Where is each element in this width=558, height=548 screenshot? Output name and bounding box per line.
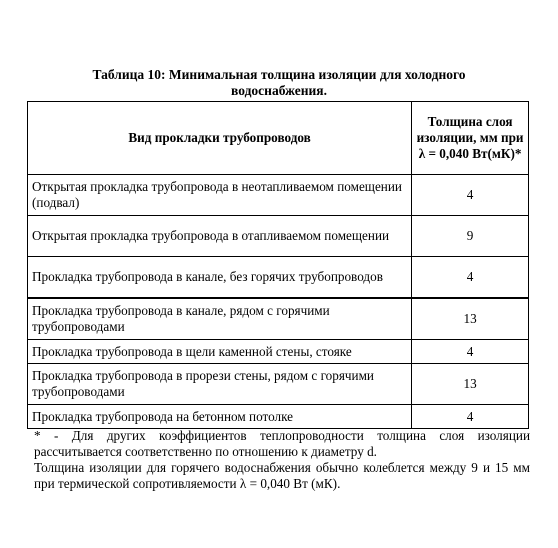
table-row — [28, 340, 529, 364]
table-row — [28, 175, 529, 216]
insulation-table — [27, 101, 529, 429]
table-row — [28, 216, 529, 257]
table-footnote — [34, 428, 530, 492]
row-thickness: 4 — [412, 257, 529, 299]
row-thickness: 4 — [412, 340, 529, 364]
table-row — [28, 364, 529, 405]
table-row — [28, 298, 529, 340]
row-thickness: 9 — [412, 216, 529, 257]
row-thickness: 13 — [412, 298, 529, 340]
header-insulation-thickness: Толщина слоя изоляции, мм при λ = 0,040 Вт(мК)* — [412, 102, 529, 175]
caption-line-2: водоснабжения. — [231, 83, 327, 98]
row-laying-type: Прокладка трубопровода в прорези стены, рядом с горячими трубопроводами — [28, 364, 412, 405]
row-thickness: 4 — [412, 175, 529, 216]
caption-line-1: Таблица 10: Минимальная толщина изоляции для холодного — [92, 67, 466, 82]
table-row — [28, 257, 529, 299]
footnote-coefficient: * - Для других коэффициентов теплопроводности толщина слоя изоляции рассчитывается соответственно по отношению к диаметру d. — [34, 428, 530, 459]
row-thickness: 13 — [412, 364, 529, 405]
row-thickness: 4 — [412, 405, 529, 429]
row-laying-type: Открытая прокладка трубопровода в отапливаемом помещении — [28, 216, 412, 257]
table-row — [28, 405, 529, 429]
footnote-hot-water: Толщина изоляции для горячего водоснабжения обычно колеблется между 9 и 15 мм при термической сопротивляемости λ = 0,040 Вт (мК). — [34, 460, 530, 491]
row-laying-type: Открытая прокладка трубопровода в неотапливаемом помещении (подвал) — [28, 175, 412, 216]
row-laying-type: Прокладка трубопровода в щели каменной стены, стояке — [28, 340, 412, 364]
row-laying-type: Прокладка трубопровода в канале, без горячих трубопроводов — [28, 257, 412, 299]
table-caption — [0, 67, 558, 99]
row-laying-type: Прокладка трубопровода в канале, рядом с горячими трубопроводами — [28, 298, 412, 340]
header-laying-type: Вид прокладки трубопроводов — [28, 102, 412, 175]
row-laying-type: Прокладка трубопровода на бетонном потолке — [28, 405, 412, 429]
table-header-row — [28, 102, 529, 175]
